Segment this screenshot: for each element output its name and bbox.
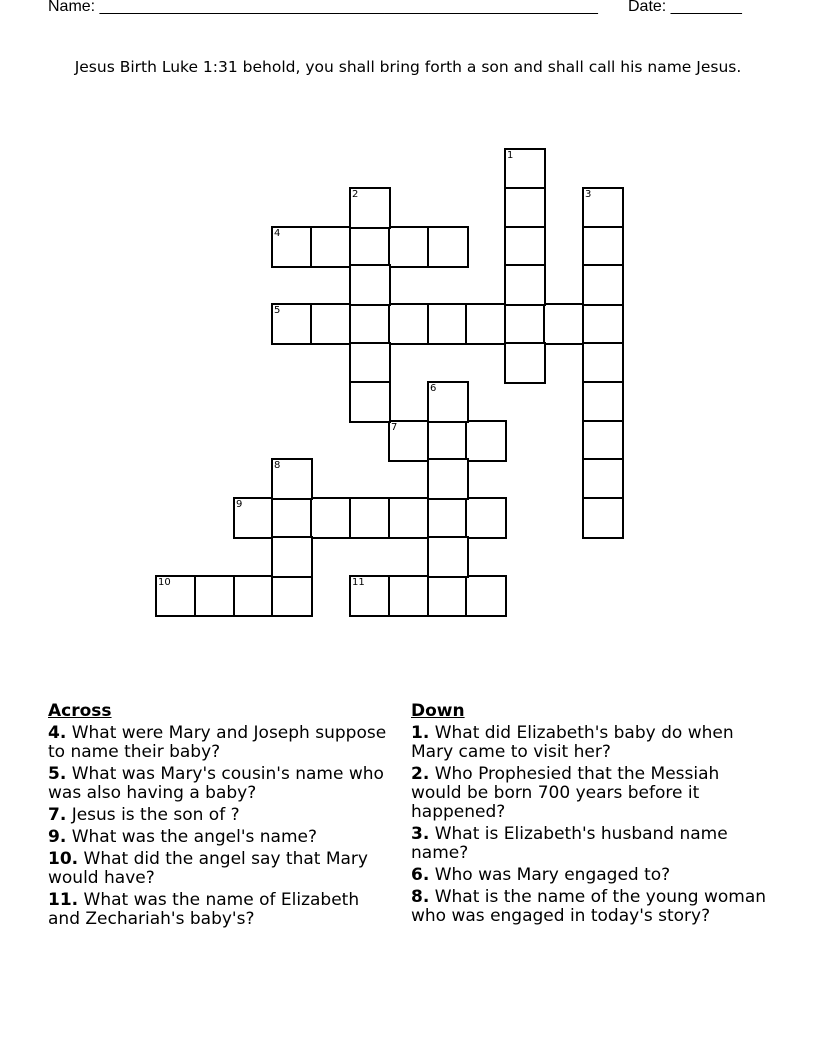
crossword-cell[interactable] [233,575,275,617]
clue-across-10 [48,850,388,888]
crossword-cell[interactable] [388,303,430,345]
clue-down-8 [411,888,771,926]
clue-text: What was the angel's name? [66,827,317,847]
crossword-cell[interactable] [582,420,624,462]
clue-text: What did the angel say that Mary would have? [48,849,368,888]
crossword-cell[interactable] [465,497,507,539]
cell-number: 10 [158,577,171,588]
crossword-cell[interactable] [582,187,624,229]
clue-text: What was the name of Elizabeth and Zechariah's baby's? [48,890,360,929]
clue-down-6 [411,866,771,885]
crossword-cell[interactable] [427,381,469,423]
clue-number: 5. [48,764,67,784]
crossword-cell[interactable] [349,381,391,423]
crossword-cell[interactable] [504,264,546,306]
down-clues [411,702,771,929]
crossword-cell[interactable] [388,497,430,539]
cell-number: 11 [352,577,365,588]
puzzle-subtitle: Jesus Birth Luke 1:31 behold, you shall bring forth a son and shall call his name Jesus. [74,58,742,76]
crossword-cell[interactable] [427,226,469,268]
cell-number: 1 [507,150,514,161]
crossword-cell[interactable] [582,497,624,539]
down-heading: Down [411,701,465,721]
clue-number: 10. [48,849,79,869]
crossword-cell[interactable] [271,226,313,268]
crossword-cell[interactable] [388,420,430,462]
crossword-cell[interactable] [310,497,352,539]
crossword-cell[interactable] [271,497,313,539]
crossword-cell[interactable] [349,303,391,345]
crossword-cell[interactable] [427,458,469,500]
clue-across-5 [48,765,388,803]
clue-number: 4. [48,723,67,743]
cell-number: 4 [274,228,281,239]
crossword-cell[interactable] [349,497,391,539]
crossword-cell[interactable] [582,381,624,423]
clue-text: Jesus is the son of ? [66,805,240,825]
clue-across-11 [48,891,388,929]
crossword-cell[interactable] [233,497,275,539]
clue-text: What is Elizabeth's husband name name? [411,824,728,863]
clue-text: What was Mary's cousin's name who was also having a baby? [48,764,384,803]
clue-text: Who Prophesied that the Messiah would be born 700 years before it happened? [411,764,720,822]
cell-number: 9 [236,499,243,510]
crossword-cell[interactable] [349,264,391,306]
clue-down-2 [411,765,771,822]
crossword-cell[interactable] [271,303,313,345]
crossword-cell[interactable] [465,420,507,462]
date-field-label: Date: ________ [628,0,742,15]
clue-down-3 [411,825,771,863]
crossword-cell[interactable] [504,187,546,229]
crossword-cell[interactable] [271,575,313,617]
crossword-cell[interactable] [465,303,507,345]
crossword-cell[interactable] [504,148,546,190]
crossword-cell[interactable] [271,458,313,500]
cell-number: 6 [430,383,437,394]
clue-number: 11. [48,890,79,910]
crossword-cell[interactable] [582,342,624,384]
cell-number: 2 [352,189,359,200]
clue-number: 8. [411,887,430,907]
crossword-cell[interactable] [504,342,546,384]
crossword-cell[interactable] [582,226,624,268]
crossword-cell[interactable] [582,458,624,500]
clue-across-9 [48,828,388,847]
clue-across-7 [48,806,388,825]
crossword-cell[interactable] [582,303,624,345]
crossword-cell[interactable] [310,226,352,268]
clue-number: 1. [411,723,430,743]
crossword-cell[interactable] [582,264,624,306]
clue-text: What did Elizabeth's baby do when Mary came to visit her? [411,723,734,762]
clue-number: 7. [48,805,67,825]
across-clues [48,702,388,932]
clue-number: 6. [411,865,430,885]
crossword-cell[interactable] [349,226,391,268]
crossword-cell[interactable] [388,226,430,268]
cell-number: 7 [391,422,398,433]
crossword-cell[interactable] [427,497,469,539]
crossword-cell[interactable] [349,575,391,617]
crossword-cell[interactable] [155,575,197,617]
name-field-label: Name: ________________________________________________________ [48,0,598,15]
crossword-cell[interactable] [427,536,469,578]
crossword-cell[interactable] [543,303,585,345]
cell-number: 8 [274,460,281,471]
crossword-cell[interactable] [504,226,546,268]
crossword-cell[interactable] [427,420,469,462]
clue-text: Who was Mary engaged to? [429,865,671,885]
clue-text: What is the name of the young woman who was engaged in today's story? [411,887,767,926]
clue-number: 3. [411,824,430,844]
crossword-cell[interactable] [427,303,469,345]
crossword-cell[interactable] [465,575,507,617]
crossword-cell[interactable] [427,575,469,617]
crossword-cell[interactable] [310,303,352,345]
crossword-cell[interactable] [194,575,236,617]
cell-number: 5 [274,305,281,316]
crossword-cell[interactable] [349,342,391,384]
cell-number: 3 [585,189,592,200]
crossword-cell[interactable] [349,187,391,229]
clue-text: What were Mary and Joseph suppose to name their baby? [48,723,387,762]
clue-down-1 [411,724,771,762]
crossword-cell[interactable] [388,575,430,617]
clue-number: 9. [48,827,67,847]
clue-number: 2. [411,764,430,784]
across-heading: Across [48,701,112,721]
crossword-cell[interactable] [271,536,313,578]
clue-across-4 [48,724,388,762]
crossword-cell[interactable] [504,303,546,345]
